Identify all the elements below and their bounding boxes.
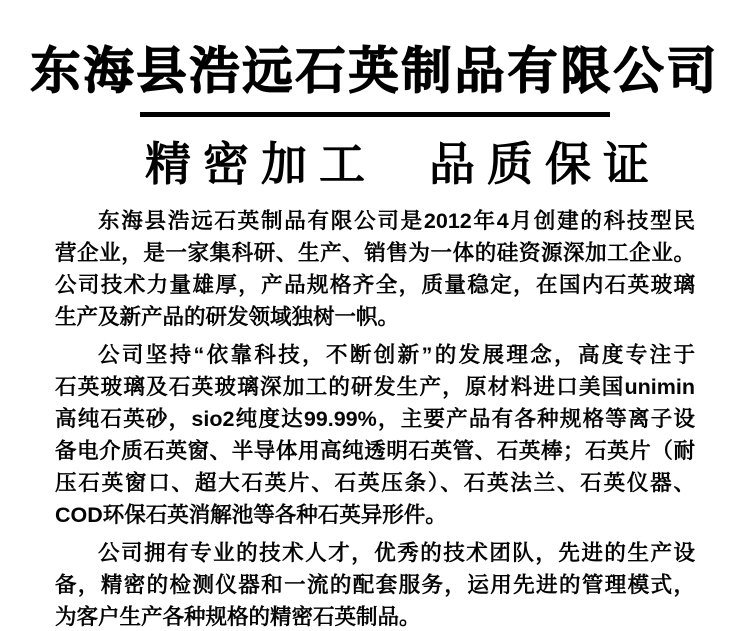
text-line: 备电介质石英窗、半导体用高纯透明石英管、石英棒；石英片（耐 [55, 439, 695, 463]
text-line: COD环保石英消解池等各种石英异形件。 [55, 503, 447, 527]
text-line: 营企业，是一家集科研、生产、销售为一体的硅资源深加工企业。 [55, 241, 695, 265]
company-name-title: 东海县浩远石英制品有限公司 [30, 43, 720, 99]
text-line: 石英玻璃及石英玻璃深加工的研发生产，原材料进口美国unimin [55, 375, 695, 399]
text-line: 压石英窗口、超大石英片、石英压条）、石英法兰、石英仪器、 [55, 471, 695, 495]
slogan-word-precision-processing: 精密加工 [145, 137, 377, 191]
slogan [28, 136, 750, 192]
title-divider-rule [140, 112, 610, 117]
text-line: 公司拥有专业的技术人才，优秀的技术团队，先进的生产设 [98, 541, 695, 565]
text-line: 公司技术力量雄厚，产品规格齐全，质量稳定，在国内石英玻璃 [55, 273, 695, 297]
paragraph-products [55, 339, 695, 531]
company-introduction [55, 205, 695, 631]
text-line: 公司坚持“依靠科技，不断创新”的发展理念，高度专注于 [98, 343, 695, 367]
text-line: 为客户生产各种规格的精密石英制品。 [55, 605, 421, 629]
text-line: 备，精密的检测仪器和一流的配套服务，运用先进的管理模式， [55, 573, 695, 597]
paragraph-team-service [55, 537, 695, 631]
paragraph-company-overview [55, 205, 695, 333]
slogan-word-quality-assurance: 品质保证 [429, 137, 661, 191]
text-line: 东海县浩远石英制品有限公司是2012年4月创建的科技型民 [98, 209, 695, 233]
text-line: 生产及新产品的研发领域独树一帜。 [55, 305, 400, 329]
text-line: 高纯石英砂，sio2纯度达99.99%，主要产品有各种规格等离子设 [55, 407, 695, 431]
